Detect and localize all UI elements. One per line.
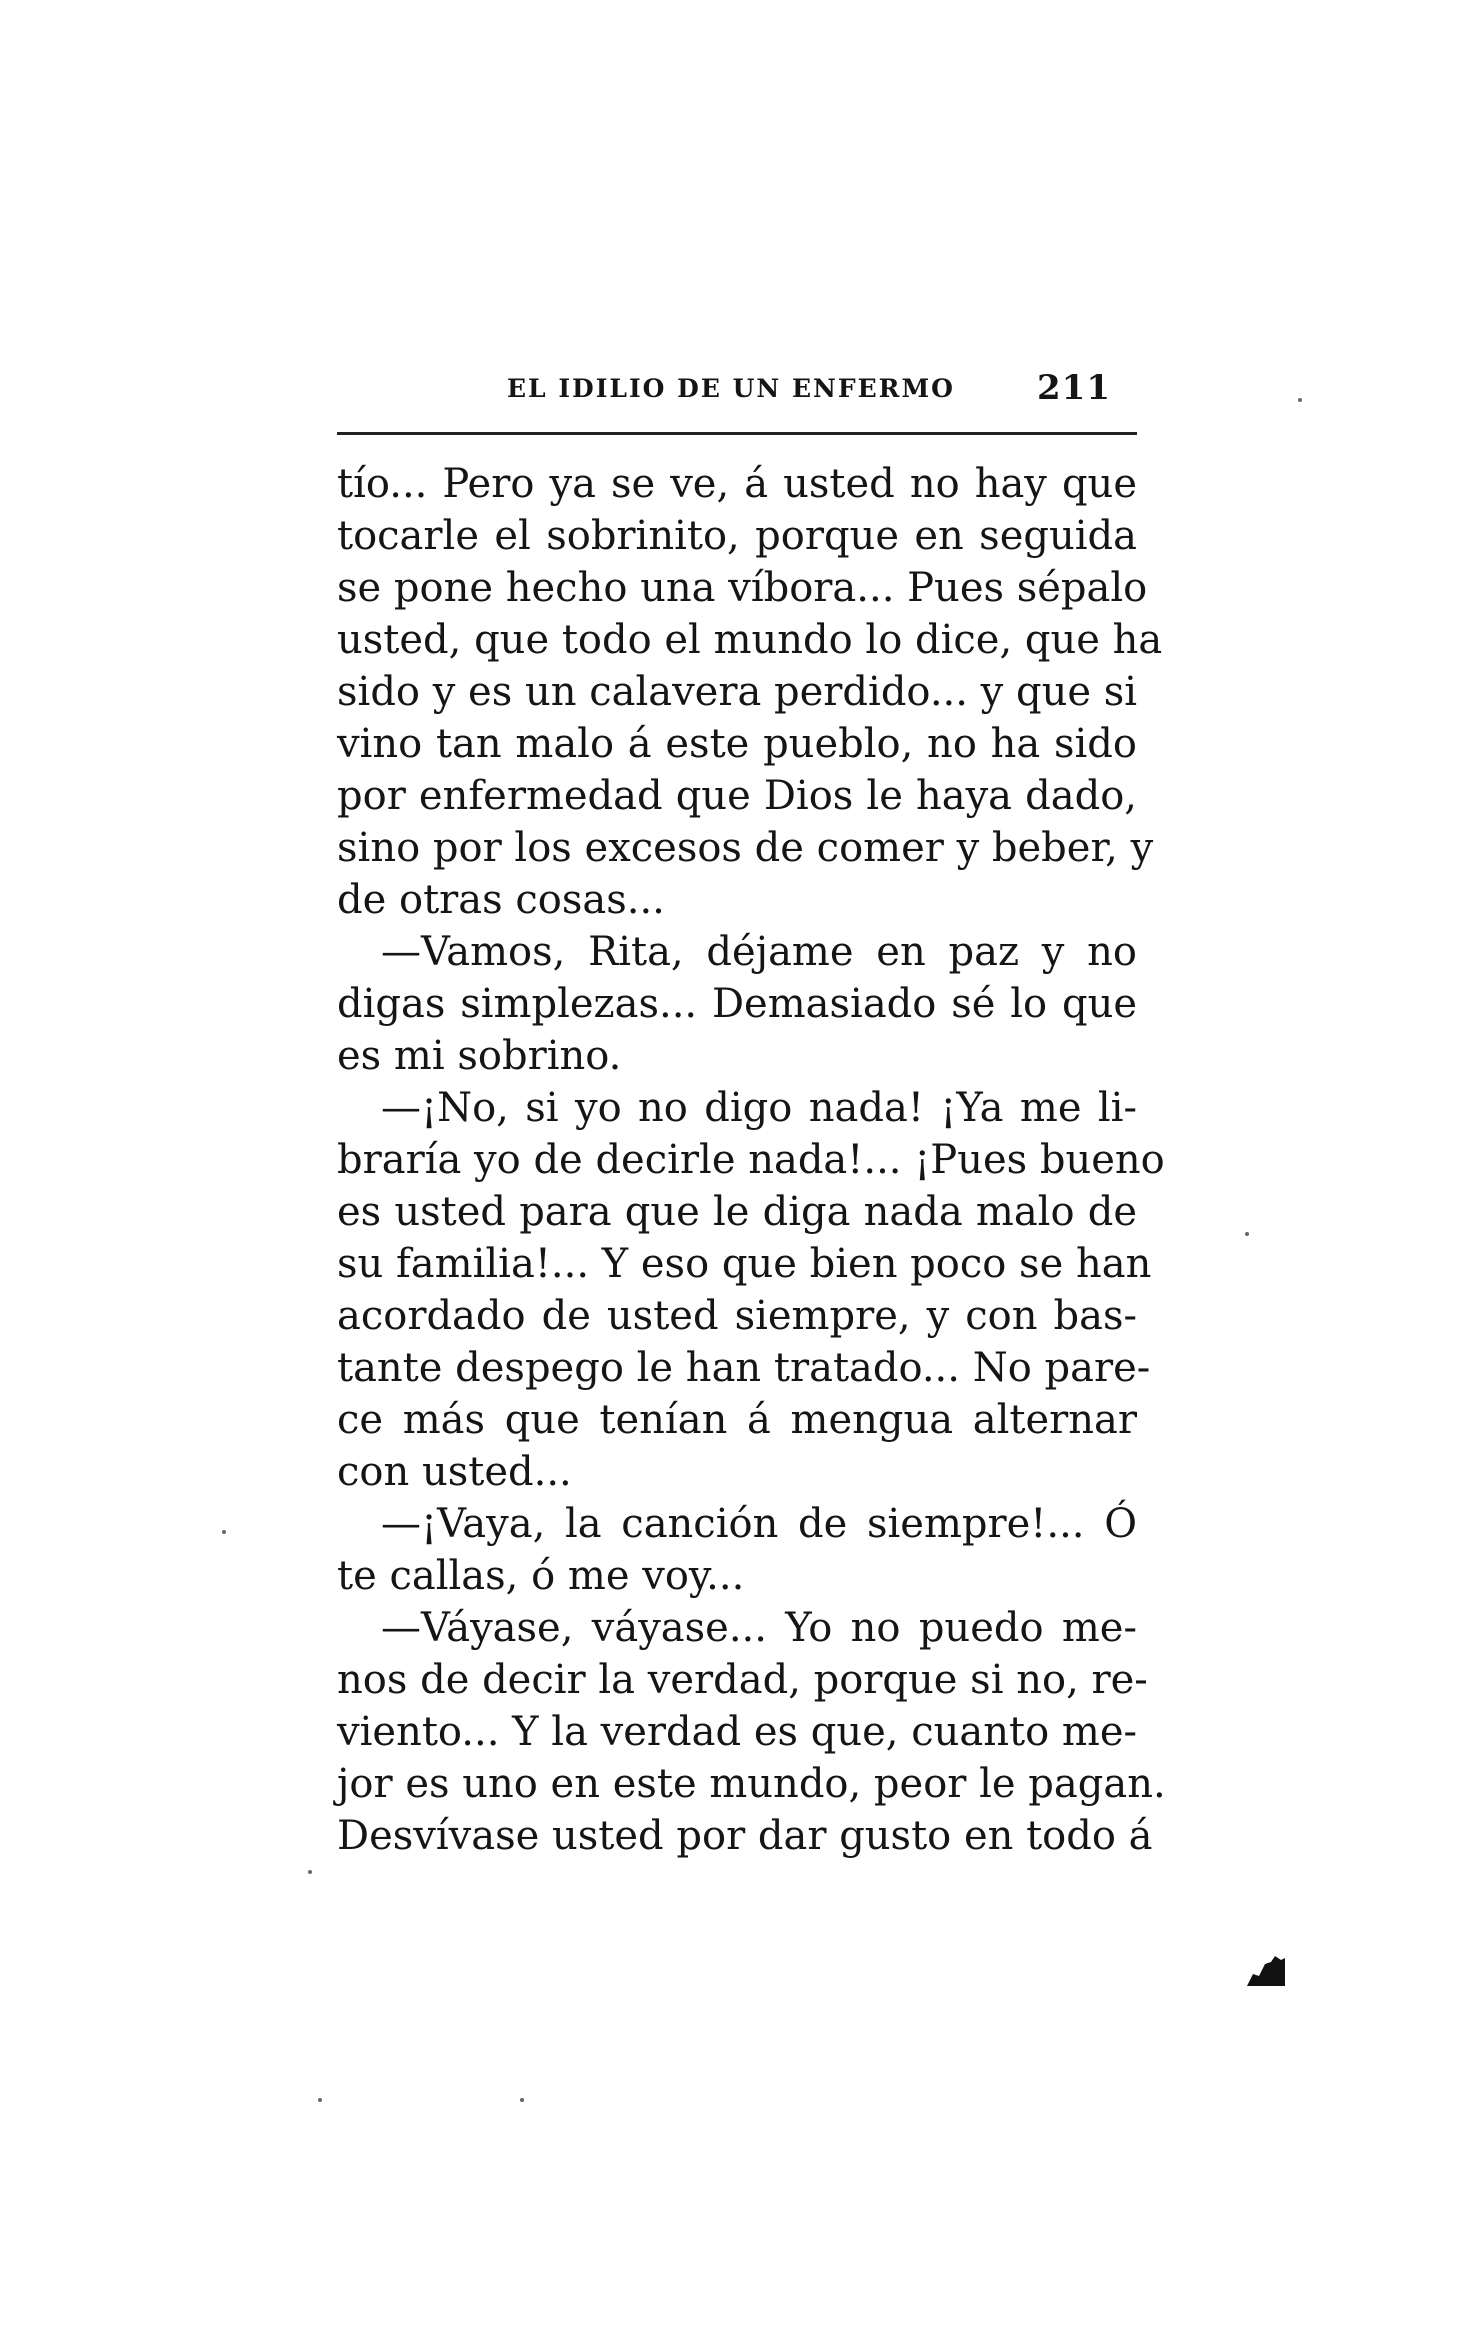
running-title: EL IDILIO DE UN ENFERMO (507, 374, 955, 403)
text-line: usted, que todo el mundo lo dice, que ha (337, 617, 1163, 663)
text-line: su familia!... Y eso que bien poco se han (337, 1241, 1152, 1287)
text-line: tante despego le han tratado... No pare- (337, 1345, 1151, 1391)
text-line: —Váyase, váyase... Yo no puedo me- (381, 1605, 1137, 1651)
text-line: viento... Y la verdad es que, cuanto me- (337, 1709, 1137, 1755)
text-line: acordado de usted siempre, y con bas- (337, 1293, 1137, 1339)
scan-speck (520, 2098, 524, 2102)
text-line: es usted para que le diga nada malo de (337, 1189, 1137, 1235)
text-line: —¡Vaya, la canción de siempre!... Ó (381, 1501, 1137, 1547)
text-line: se pone hecho una víbora... Pues sépalo (337, 565, 1148, 611)
text-line: ce más que tenían á mengua alternar (337, 1397, 1137, 1443)
text-line: digas simplezas... Demasiado sé lo que (337, 981, 1137, 1027)
text-line: por enfermedad que Dios le haya dado, (337, 773, 1137, 819)
scan-speck (1298, 398, 1302, 402)
text-line: con usted... (337, 1449, 572, 1495)
text-line: tío... Pero ya se ve, á usted no hay que (337, 461, 1137, 507)
running-head (337, 364, 1137, 424)
text-line: sino por los excesos de comer y beber, y (337, 825, 1154, 871)
scan-speck (1245, 1232, 1249, 1236)
page-number: 211 (1037, 368, 1111, 408)
text-line: —Vamos, Rita, déjame en paz y no (381, 929, 1137, 975)
ink-blot-mark (1245, 1956, 1287, 1988)
text-line: vino tan malo á este pueblo, no ha sido (337, 721, 1137, 767)
body-text (337, 458, 1166, 1862)
text-line: tocarle el sobrinito, porque en seguida (337, 513, 1137, 559)
text-line: —¡No, si yo no digo nada! ¡Ya me li- (381, 1085, 1137, 1131)
text-line: sido y es un calavera perdido... y que si (337, 669, 1138, 715)
text-line: braría yo de decirle nada!... ¡Pues bueno (337, 1137, 1165, 1183)
header-rule (337, 432, 1137, 435)
text-line: Desvívase usted por dar gusto en todo á (337, 1813, 1153, 1859)
text-line: jor es uno en este mundo, peor le pagan. (337, 1761, 1166, 1807)
text-line: de otras cosas... (337, 877, 665, 923)
scan-speck (308, 1870, 312, 1874)
text-line: es mi sobrino. (337, 1033, 622, 1079)
text-line: nos de decir la verdad, porque si no, re- (337, 1657, 1148, 1703)
scan-speck (222, 1530, 226, 1534)
scan-speck (318, 2098, 322, 2102)
text-line: te callas, ó me voy... (337, 1553, 745, 1599)
